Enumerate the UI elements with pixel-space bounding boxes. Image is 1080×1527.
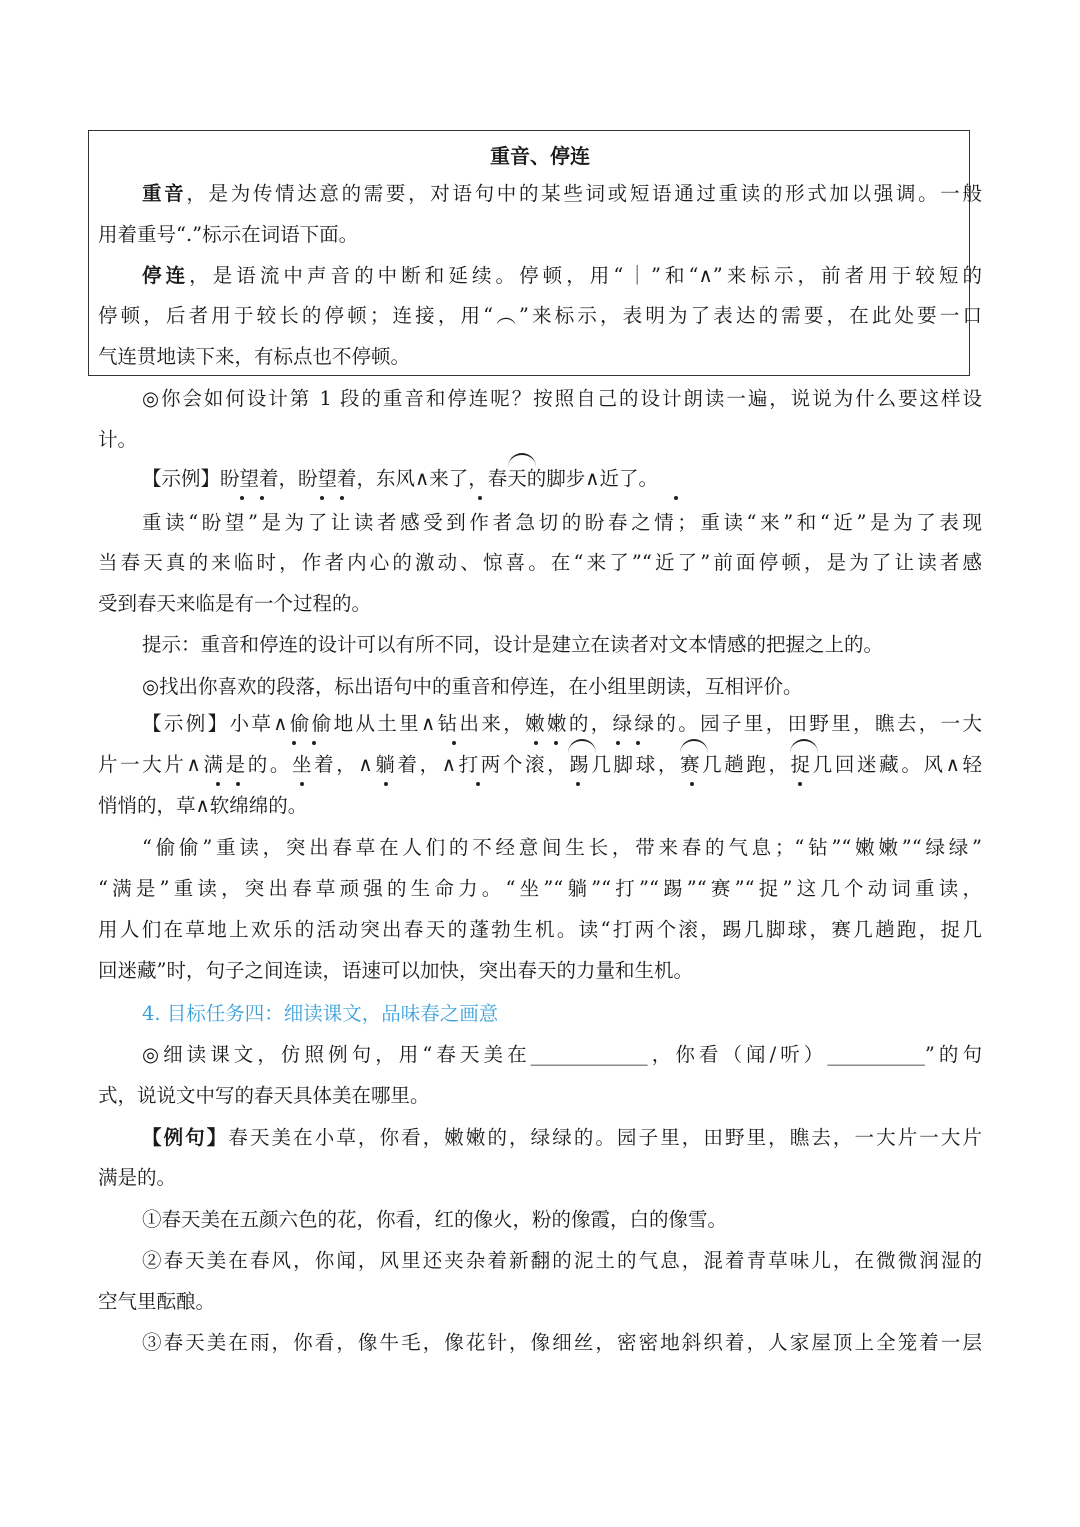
explain-1-line1: 重读“盼望”是为了让读者感受到作者急切的盼春之情；重读“来”和“近”是为了表现: [142, 511, 982, 534]
term-stress: 重音: [142, 182, 187, 205]
stress-dot: [240, 496, 244, 500]
stress-dot: [554, 741, 558, 745]
stress-dot: [292, 741, 296, 745]
explain-2-line2: “满是”重读，突出春草顽强的生命力。“坐”“躺”“打”“踢”“赛”“捉”这几个动词重读，: [98, 877, 982, 900]
example-2-line1: 【示例】小草∧偷偷地从土里∧钻出来，嫩嫩的，绿绿的。园子里，田野里，瞧去，一大: [142, 712, 982, 735]
stress-dot: [340, 496, 344, 500]
question-3-line2: 式，说说文中写的春天具体美在哪里。: [98, 1084, 430, 1107]
example-label: 【例句】: [142, 1126, 229, 1149]
box-p2-line2: 停顿，后者用于较长的停顿；连接，用“︵”来标示，表明为了表达的需要，在此处要一口: [98, 304, 982, 327]
stress-dot: [476, 782, 480, 786]
stress-dot: [636, 741, 640, 745]
box-p2-line3: 气连贯地读下来，有标点也不停顿。: [98, 345, 411, 368]
box-p1-line2: 用着重号“.”标示在词语下面。: [98, 223, 359, 246]
box-p2-line1: 停连，是语流中声音的中断和延续。停顿，用“｜”和“∧”来标示，前者用于较短的: [142, 264, 982, 287]
explain-1-line3: 受到春天来临是有一个过程的。: [98, 592, 372, 615]
question-3-line1: ◎细读课文，仿照例句，用“春天美在____________，你看（闻/听）__________”的句: [142, 1043, 982, 1066]
answer-2-line2: 空气里酝酿。: [98, 1290, 216, 1313]
stress-dot: [690, 782, 694, 786]
stress-dot: [300, 782, 304, 786]
stress-dot: [616, 741, 620, 745]
tip: 提示：重音和停连的设计可以有所不同，设计是建立在读者对文本情感的把握之上的。: [142, 633, 884, 656]
question-1-line1: ◎你会如何设计第 1 段的重音和停连呢？按照自己的设计朗读一遍，说说为什么要这样设: [142, 387, 982, 410]
term-pause: 停连: [142, 264, 190, 287]
liaison-mark: [508, 453, 536, 467]
answer-2-line1: ②春天美在春风，你闻，风里还夹杂着新翻的泥土的气息，混着青草味儿，在微微润湿的: [142, 1249, 982, 1272]
stress-dot: [216, 782, 220, 786]
example-2-line2: 片一大片∧满是的。坐着，∧躺着，∧打两个滚，踢几脚球，赛几趟跑，捉几回迷藏。风∧轻: [98, 753, 982, 776]
stress-dot: [674, 496, 678, 500]
task-4-heading: 4. 目标任务四：细读课文，品味春之画意: [142, 1002, 499, 1025]
stress-dot: [576, 782, 580, 786]
stress-dot: [452, 741, 456, 745]
box-title: 重音、停连: [490, 144, 590, 168]
liaison-mark: [568, 739, 596, 753]
explain-2-line4: 回迷藏”时，句子之间连读，语速可以加快，突出春天的力量和生机。: [98, 959, 693, 982]
explain-2-line1: “偷偷”重读，突出春草在人们的不经意间生长，带来春的气息；“钻”“嫩嫩”“绿绿”: [142, 836, 982, 859]
explain-2-line3: 用人们在草地上欢乐的活动突出春天的蓬勃生机。读“打两个滚，踢几脚球，赛几趟跑，捉几: [98, 918, 982, 941]
example-3-line2: 满是的。: [98, 1166, 177, 1189]
box-p1-line1: 重音，是为传情达意的需要，对语句中的某些词或短语通过重读的形式加以强调。一般: [142, 182, 982, 205]
liaison-mark: [680, 739, 708, 753]
stress-dot: [260, 496, 264, 500]
example-2-line3: 悄悄的，草∧软绵绵的。: [98, 794, 308, 817]
liaison-mark: [790, 739, 818, 753]
stress-dot: [312, 741, 316, 745]
stress-dot: [236, 782, 240, 786]
stress-dot: [320, 496, 324, 500]
explain-1-line2: 当春天真的来临时，作者内心的激动、惊喜。在“来了”“近了”前面停顿，是为了让读者感: [98, 551, 982, 574]
question-2: ◎找出你喜欢的段落，标出语句中的重音和停连，在小组里朗读，互相评价。: [142, 675, 803, 698]
stress-dot: [478, 496, 482, 500]
example-1: 【示例】盼望着，盼望着，东风∧来了，春天的脚步∧近了。: [142, 467, 659, 490]
example-3-line1: 【例句】春天美在小草，你看，嫩嫩的，绿绿的。园子里，田野里，瞧去，一大片一大片: [142, 1126, 982, 1149]
answer-1: ①春天美在五颜六色的花，你看，红的像火，粉的像霞，白的像雪。: [142, 1208, 728, 1231]
stress-dot: [534, 741, 538, 745]
answer-3-line1: ③春天美在雨，你看，像牛毛，像花针，像细丝，密密地斜织着，人家屋顶上全笼着一层: [142, 1331, 982, 1354]
stress-dot: [384, 782, 388, 786]
stress-dot: [798, 782, 802, 786]
question-1-line2: 计。: [98, 428, 138, 451]
